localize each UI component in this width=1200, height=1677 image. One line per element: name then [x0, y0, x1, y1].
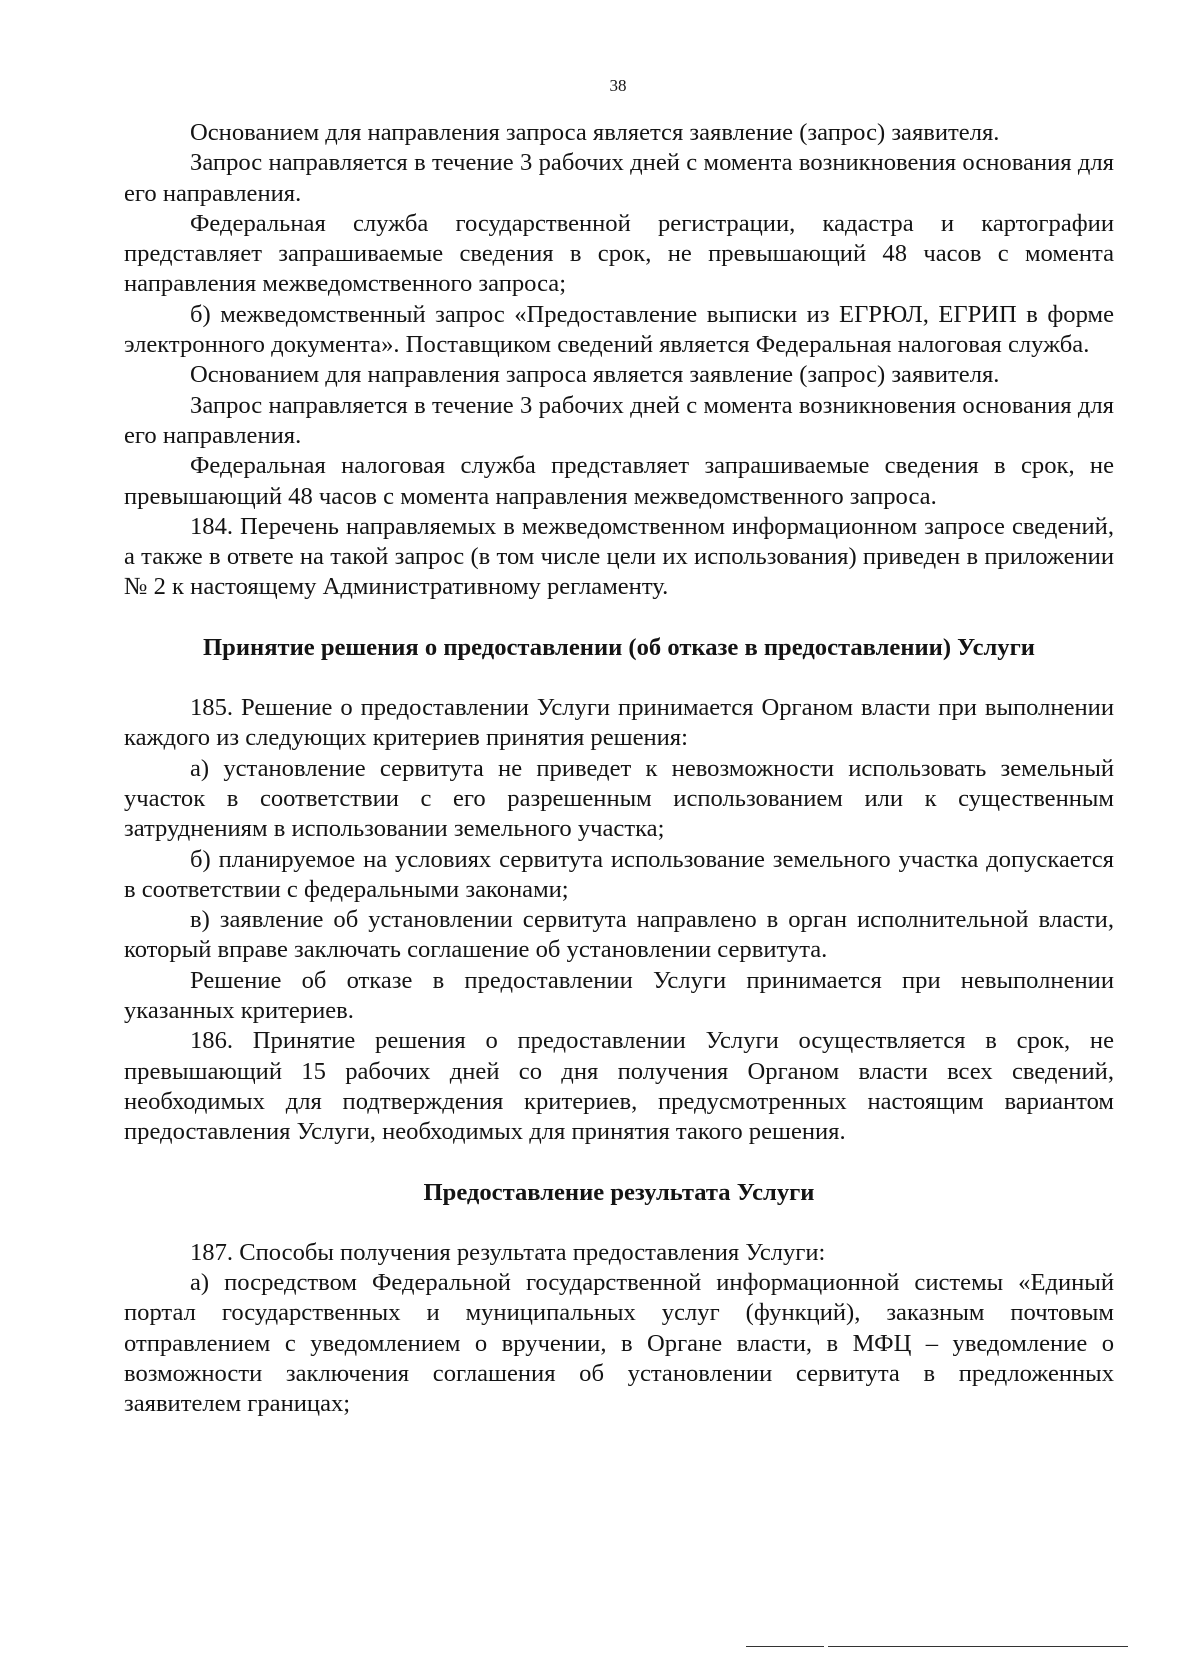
paragraph: Основанием для направления запроса является заявление (запрос) заявителя. — [190, 361, 1000, 389]
paragraph: 184. Перечень направляемых в межведомственном информационном запросе сведений, а также в ответе на такой запрос (в том числе цели их использования) приведен в приложении № 2 к настоящему Административному регламенту. — [124, 512, 1114, 601]
paragraph: в) заявление об установлении сервитута направлено в орган исполнительной власти, который вправе заключать соглашение об установлении сервитута. — [124, 906, 1114, 964]
paragraph: Основанием для направления запроса является заявление (запрос) заявителя. — [190, 119, 1000, 146]
paragraph: 186. Принятие решения о предоставлении Услуги осуществляется в срок, не превышающий 15 рабочих дней со дня получения Органом власти всех сведений, необходимых для подтверждения критериев, предусмотренных настоящим вариантом предоставления Услуги, необходимых для принятия такого решения. — [124, 1027, 1114, 1146]
paragraph: а) установление сервитута не приведет к невозможности использовать земельный участок в соответствии с его разрешенным использованием или к существенным затруднениям в использовании земельного участка; — [124, 754, 1114, 843]
footer-rule — [828, 1646, 1128, 1647]
paragraph: а) посредством Федеральной государственной информационной системы «Единый портал государственных и муниципальных услуг (функций), заказным почтовым отправлением с уведомлением о вручении, в Органе власти, в МФЦ – уведомление о возможности заключения соглашения об установлении сервитута в предложенных заявителем границах; — [124, 1269, 1114, 1418]
paragraph: Федеральная служба государственной регистрации, кадастра и картографии представляет запрашиваемые сведения в срок, не превышающий 48 часов с момента направления межведомственного запроса; — [124, 209, 1114, 298]
page-number: 38 — [609, 76, 627, 95]
paragraph: Запрос направляется в течение 3 рабочих дней с момента возникновения основания для его направления. — [124, 391, 1114, 449]
section-heading-result: Предоставление результата Услуги — [423, 1178, 815, 1206]
document-body — [124, 118, 1114, 1420]
paragraph: 185. Решение о предоставлении Услуги принимается Органом власти при выполнении каждого из следующих критериев принятия решения: — [124, 694, 1114, 752]
footer-rule — [746, 1646, 824, 1647]
paragraph: Решение об отказе в предоставлении Услуги принимается при невыполнении указанных критериев. — [124, 966, 1114, 1025]
paragraph: 187. Способы получения результата предоставления Услуги: — [190, 1238, 826, 1266]
paragraph: б) планируемое на условиях сервитута использование земельного участка допускается в соответствии с федеральными законами; — [124, 845, 1114, 903]
section-heading-decision: Принятие решения о предоставлении (об отказе в предоставлении) Услуги — [203, 633, 1035, 661]
paragraph: Запрос направляется в течение 3 рабочих дней с момента возникновения основания для его направления. — [124, 149, 1114, 207]
paragraph: Федеральная налоговая служба представляет запрашиваемые сведения в срок, не превышающий 48 часов с момента направления межведомственного запроса. — [124, 452, 1114, 510]
paragraph: б) межведомственный запрос «Предоставление выписки из ЕГРЮЛ, ЕГРИП в форме электронного документа». Поставщиком сведений является Федеральная налоговая служба. — [124, 300, 1114, 359]
